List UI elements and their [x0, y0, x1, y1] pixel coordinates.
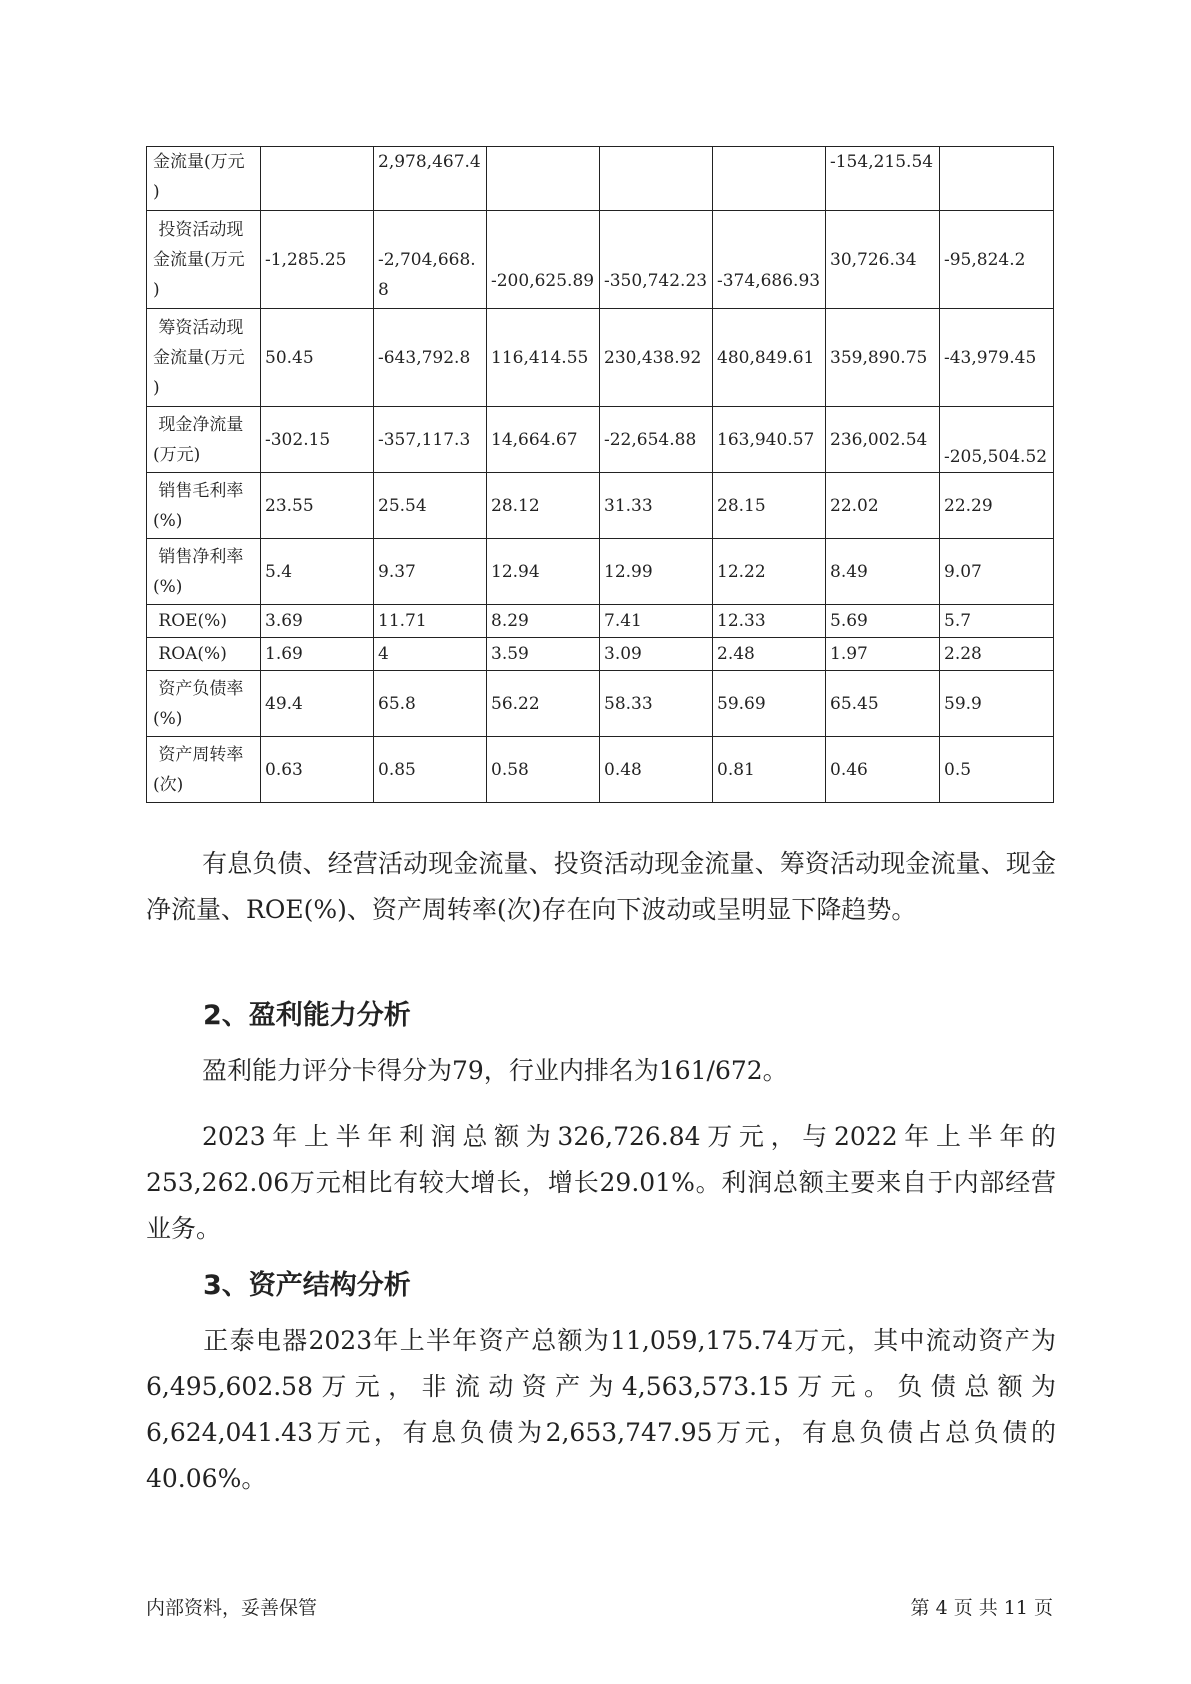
table-row — [147, 539, 1054, 605]
table-cell: 65.45 — [826, 671, 940, 737]
row-label: 资产周转率 (次) — [147, 737, 261, 803]
row-label: ROE(%) — [147, 605, 261, 638]
table-row — [147, 309, 1054, 407]
table-cell: 7.41 — [600, 605, 713, 638]
paragraph-profit — [146, 1114, 1056, 1252]
paragraph-score — [146, 1048, 1056, 1094]
row-label: ROA(%) — [147, 638, 261, 671]
table-cell: 0.85 — [374, 737, 487, 803]
paragraph-trend — [146, 841, 1056, 933]
table-cell: 12.22 — [713, 539, 826, 605]
table-cell: 1.69 — [261, 638, 374, 671]
table-cell: -43,979.45 — [940, 309, 1054, 407]
table-cell: -643,792.8 — [374, 309, 487, 407]
table-row — [147, 211, 1054, 309]
table-cell: -200,625.89 — [487, 211, 600, 309]
table-cell: 3.59 — [487, 638, 600, 671]
table-cell: 9.07 — [940, 539, 1054, 605]
table-cell — [713, 147, 826, 211]
table-cell: 5.4 — [261, 539, 374, 605]
paragraph-text: 正泰电器2023年上半年资产总额为11,059,175.74万元，其中流动资产为6,495,602.58万元，非流动资产为4,563,573.15万元。负债总额为6,624,041.43万元，有息负债为2,653,747.95万元，有息负债占总负债的40.06%。 — [146, 1326, 1056, 1493]
table-cell: 22.02 — [826, 473, 940, 539]
table-cell: 5.69 — [826, 605, 940, 638]
table-cell: 2.28 — [940, 638, 1054, 671]
table-cell: 11.71 — [374, 605, 487, 638]
table-cell: 50.45 — [261, 309, 374, 407]
table-cell: -2,704,668. 8 — [374, 211, 487, 309]
row-label: 销售净利率 (%) — [147, 539, 261, 605]
table-cell: 65.8 — [374, 671, 487, 737]
table-cell: 5.7 — [940, 605, 1054, 638]
table-cell: 28.12 — [487, 473, 600, 539]
table-row — [147, 638, 1054, 671]
table-cell: -1,285.25 — [261, 211, 374, 309]
table-cell: 12.33 — [713, 605, 826, 638]
table-cell: 0.63 — [261, 737, 374, 803]
paragraph-text: 有息负债、经营活动现金流量、投资活动现金流量、筹资活动现金流量、现金净流量、ROE(%)、资产周转率(次)存在向下波动或呈明显下降趋势。 — [146, 849, 1056, 924]
paragraph-assets — [146, 1318, 1056, 1502]
footer-confidential: 内部资料，妥善保管 — [146, 1597, 318, 1619]
table-cell: 9.37 — [374, 539, 487, 605]
row-label: 筹资活动现 金流量(万元 ) — [147, 309, 261, 407]
table-cell: 59.9 — [940, 671, 1054, 737]
table-cell: 56.22 — [487, 671, 600, 737]
table-cell: -205,504.52 — [940, 407, 1054, 473]
row-label: 资产负债率 (%) — [147, 671, 261, 737]
table-cell: 116,414.55 — [487, 309, 600, 407]
table-cell: 12.99 — [600, 539, 713, 605]
paragraph-text: 盈利能力评分卡得分为79，行业内排名为161/672。 — [202, 1056, 788, 1085]
table-cell: 8.29 — [487, 605, 600, 638]
table-cell: -350,742.23 — [600, 211, 713, 309]
section-heading-asset-structure: 3、资产结构分析 — [203, 1270, 411, 1301]
table-cell: 0.58 — [487, 737, 600, 803]
table-cell: 2.48 — [713, 638, 826, 671]
table-row — [147, 407, 1054, 473]
table-cell — [261, 147, 374, 211]
table-cell: 480,849.61 — [713, 309, 826, 407]
table-row — [147, 671, 1054, 737]
table-cell: 3.69 — [261, 605, 374, 638]
section-heading-profitability: 2、盈利能力分析 — [203, 1000, 411, 1031]
table-cell: 359,890.75 — [826, 309, 940, 407]
table-cell — [487, 147, 600, 211]
table-cell: -154,215.54 — [826, 147, 940, 211]
footer-page-number: 第 4 页 共 11 页 — [910, 1597, 1053, 1619]
table-cell: -95,824.2 — [940, 211, 1054, 309]
table-cell: 59.69 — [713, 671, 826, 737]
row-label: 投资活动现 金流量(万元 ) — [147, 211, 261, 309]
table-cell: 2,978,467.4 — [374, 147, 487, 211]
table-row — [147, 737, 1054, 803]
table-cell — [940, 147, 1054, 211]
table-cell: 25.54 — [374, 473, 487, 539]
table-cell: -374,686.93 — [713, 211, 826, 309]
row-label: 销售毛利率 (%) — [147, 473, 261, 539]
table-cell: -357,117.3 — [374, 407, 487, 473]
table-cell: 30,726.34 — [826, 211, 940, 309]
table-cell: 12.94 — [487, 539, 600, 605]
table-cell: 8.49 — [826, 539, 940, 605]
table-cell: 3.09 — [600, 638, 713, 671]
table-row — [147, 147, 1054, 211]
table-cell — [600, 147, 713, 211]
table-cell: -22,654.88 — [600, 407, 713, 473]
table-cell: 4 — [374, 638, 487, 671]
table-cell: 0.81 — [713, 737, 826, 803]
table-cell: 28.15 — [713, 473, 826, 539]
table-cell: 0.46 — [826, 737, 940, 803]
table-row — [147, 473, 1054, 539]
paragraph-text: 2023年上半年利润总额为326,726.84万元，与2022年上半年的253,262.06万元相比有较大增长，增长29.01%。利润总额主要来自于内部经营业务。 — [146, 1122, 1056, 1243]
table-cell: 58.33 — [600, 671, 713, 737]
table-cell: 23.55 — [261, 473, 374, 539]
financial-table — [146, 146, 1054, 803]
table-cell: 163,940.57 — [713, 407, 826, 473]
table-cell: -302.15 — [261, 407, 374, 473]
table-cell: 31.33 — [600, 473, 713, 539]
table-cell: 0.5 — [940, 737, 1054, 803]
table-cell: 230,438.92 — [600, 309, 713, 407]
table-cell: 22.29 — [940, 473, 1054, 539]
table-cell: 14,664.67 — [487, 407, 600, 473]
table-cell: 236,002.54 — [826, 407, 940, 473]
table-cell: 49.4 — [261, 671, 374, 737]
table-cell: 1.97 — [826, 638, 940, 671]
table-cell: 0.48 — [600, 737, 713, 803]
row-label: 现金净流量 (万元) — [147, 407, 261, 473]
table-row — [147, 605, 1054, 638]
row-label: 金流量(万元 ) — [147, 147, 261, 211]
